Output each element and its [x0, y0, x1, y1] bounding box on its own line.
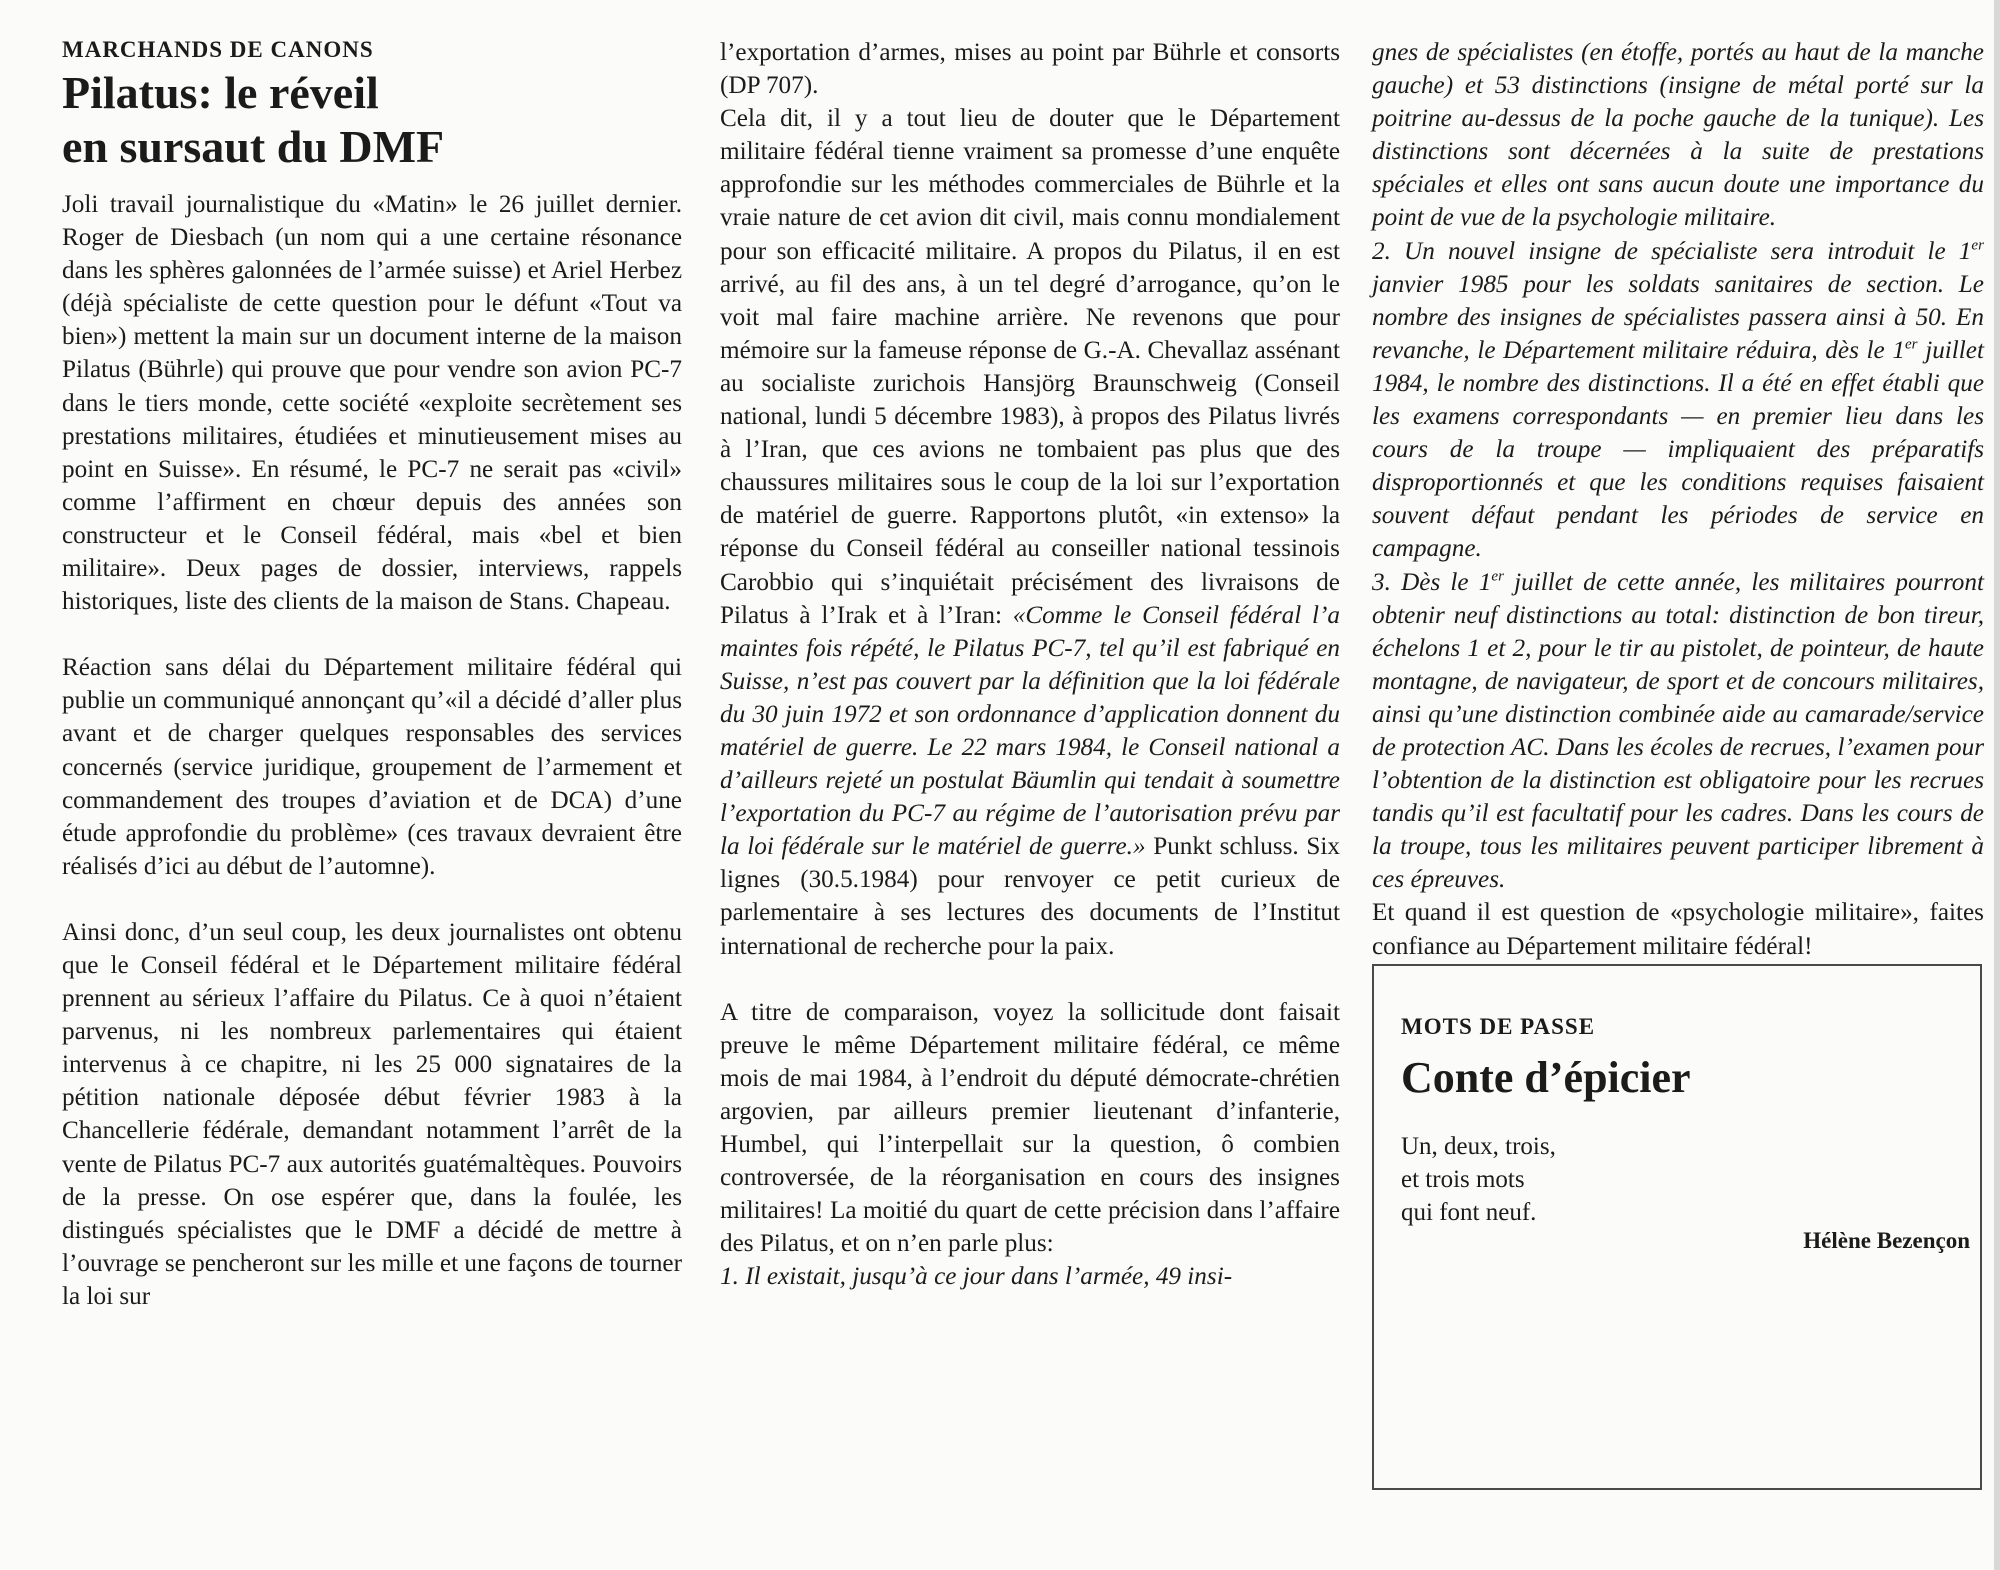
poem [1401, 1130, 1556, 1229]
headline-line-1: Pilatus: le réveil [62, 67, 379, 118]
numbered-point [1372, 235, 1984, 566]
numbered-point: 1. Il existait, jusqu’à ce jour dans l’armée, 49 insi- [720, 1263, 1233, 1291]
paragraph: l’exportation d’armes, mises au point par Bührle et consorts (DP 707). [720, 39, 1340, 100]
federal-council-quote: «Comme le Conseil fédéral l’a maintes fois répété, le Pilatus PC-7, tel qu’il est fabriqué en Suisse, n’est pas couvert par la définition que la loi fédérale du 30 juin 1972 et son ordonnance d’application donnent du matériel de guerre. Le 22 mars 1984, le Conseil national a d’ailleurs rejeté un postulat Bäumlin qui tendait à soumettre l’exportation du PC-7 au régime de l’autorisation prévu par la loi fédérale sur le matériel de guerre.» [720, 601, 1340, 861]
poem-line: Un, deux, trois, [1401, 1133, 1556, 1160]
point-text: janvier 1985 pour les soldats sanitaires de section. Le nombre des insignes de spécialistes passera ainsi à 50. En revanche, le Département militaire réduira, dès le 1 [1372, 270, 1984, 364]
paragraph: A titre de comparaison, voyez la sollicitude dont faisait preuve le même Département militaire fédéral, ce même mois de mai 1984, à l’endroit du député démocrate-chrétien argovien, par ailleurs premier lieutenant d’infanterie, Humbel, qui l’interpellait sur la question, ô combien controversée, de la réorganisation en cours des insignes militaires! La moitié du quart de cette précision dans l’affaire des Pilatus, et on n’en parle plus: [720, 998, 1340, 1258]
ordinal-suffix: er [1904, 336, 1918, 353]
paragraph: Ainsi donc, d’un seul coup, les deux journalistes ont obtenu que le Conseil fédéral et le Département militaire fédéral prennent au sérieux l’affaire du Pilatus. Ce à quoi n’étaient parvenus, ni les nombreux parlementaires qui étaient intervenus à ce chapitre, ni les 25 000 signataires de la pétition nationale déposée début février 1983 à la Chancellerie fédérale, demandant notamment l’arrêt de la vente de Pilatus PC-7 aux autorités guatémaltèques. Pouvoirs de la presse. On ose espérer que, dans la foulée, les distingués spécialistes que le DMF a décidé de mettre à l’ouvrage se pencheront sur les mille et une façons de tourner la loi sur [62, 918, 682, 1310]
article-column-3 [1372, 36, 1984, 963]
box-title: Conte d’épicier [1401, 1053, 1691, 1102]
article-kicker: MARCHANDS DE CANONS [62, 37, 374, 62]
article-column-2 [720, 36, 1340, 1293]
article-column-1 [62, 36, 682, 1313]
headline-line-2: en sursaut du DMF [62, 121, 445, 172]
paragraph-text: Punkt schluss. Six lignes (30.5.1984) pour renvoyer ce petit curieux de parlementaire à ses lectures des documents de l’Institut international de recherche pour la paix. [720, 833, 1340, 960]
ordinal-suffix: er [1971, 237, 1984, 254]
point-text: 3. Dès le 1 [1372, 568, 1492, 596]
poem-line: qui font neuf. [1401, 1199, 1537, 1226]
point-text: juillet 1984, le nombre des distinctions. Il a été en effet établi que les examens correspondants — en premier lieu dans les cours de la troupe — impliquaient des préparatifs disproportionnés et que les conditions requises faisaient souvent défaut pendant les périodes de service en campagne. [1372, 336, 1984, 563]
box-kicker: MOTS DE PASSE [1401, 1014, 1596, 1039]
mots-de-passe-box [1372, 964, 1982, 1490]
paragraph: Et quand il est question de «psychologie militaire», faites confiance au Département militaire fédéral! [1372, 899, 1984, 960]
paragraph [720, 102, 1340, 962]
ordinal-suffix: er [1491, 568, 1504, 585]
paragraph: Joli travail journalistique du «Matin» le 26 juillet dernier. Roger de Diesbach (un nom qui a une certaine résonance dans les sphères galonnées de l’armée suisse) et Ariel Herbez (déjà spécialiste de cette question pour le défunt «Tout va bien») mettent la main sur un document interne de la maison Pilatus (Bührle) qui prouve que pour vendre son avion PC-7 dans le tiers monde, cette société «exploite secrètement ses prestations militaires, étudiées et minutieusement mises au point en Suisse». En résumé, le PC-7 ne serait pas «civil» comme l’affirment en chœur depuis des années son constructeur et le Conseil fédéral, mais «bel et bien militaire». Deux pages de dossier, interviews, rappels historiques, liste des clients de la maison de Stans. Chapeau. [62, 191, 682, 616]
article-headline [62, 66, 682, 174]
page-edge [1994, 0, 2000, 1570]
point-text: 2. Un nouvel insigne de spécialiste sera introduit le 1 [1372, 237, 1972, 265]
paragraph: Réaction sans délai du Département militaire fédéral qui publie un communiqué annonçant qu’«il a décidé d’aller plus avant et de charger quelques responsables des services concernés (service juridique, groupement de l’armement et commandement des troupes d’aviation et de DCA) d’une étude approfondie du problème» (ces travaux devraient être réalisés d’ici au début de l’automne). [62, 654, 682, 880]
numbered-point: gnes de spécialistes (en étoffe, portés au haut de la manche gauche) et 53 distinctions (insigne de métal porté sur la poitrine au-dessus de la poche gauche de la tunique). Les distinctions sont décernées à la suite de prestations spéciales et elles ont sans aucun doute une importance du point de vue de la psychologie militaire. [1372, 39, 1984, 232]
point-text: juillet de cette année, les militaires pourront obtenir neuf distinctions au total: distinction de bon tireur, échelons 1 et 2, pour le tir au pistolet, de pointeur, de haute montagne, de navigateur, de sport et de concours militaires, ainsi qu’une distinction combinée aide au camarade/service de protection AC. Dans les écoles de recrues, l’examen pour l’obtention de la distinction est obligatoire pour les recrues tandis qu’il est facultatif pour les cadres. Dans les cours de la troupe, tous les militaires peuvent participer librement à ces épreuves. [1372, 568, 1984, 894]
numbered-point [1372, 566, 1984, 897]
paragraph-text: Cela dit, il y a tout lieu de douter que le Département militaire fédéral tienne vraiment sa promesse d’une enquête approfondie sur les méthodes commerciales de Bührle et la vraie nature de cet avion dit civil, mais connu mondialement pour son efficacité militaire. A propos du Pilatus, il en est arrivé, au fil des ans, à un tel degré d’arrogance, qu’on le voit mal faire machine arrière. Ne revenons que pour mémoire sur la fameuse réponse de G.-A. Chevallaz assénant au socialiste zurichois Hansjörg Braunschweig (Conseil national, lundi 5 décembre 1983), à propos des Pilatus livrés à l’Iran, que ces avions ne tombaient pas plus que des chaussures militaires sous le coup de la loi sur l’exportation de matériel de guerre. Rapportons plutôt, «in extenso» la réponse du Conseil fédéral au conseiller national tessinois Carobbio qui s’inquiétait précisément des livraisons de Pilatus à l’Irak et à l’Iran: [720, 105, 1340, 629]
poem-author: Hélène Bezençon [1803, 1228, 1970, 1253]
poem-line: et trois mots [1401, 1166, 1525, 1193]
